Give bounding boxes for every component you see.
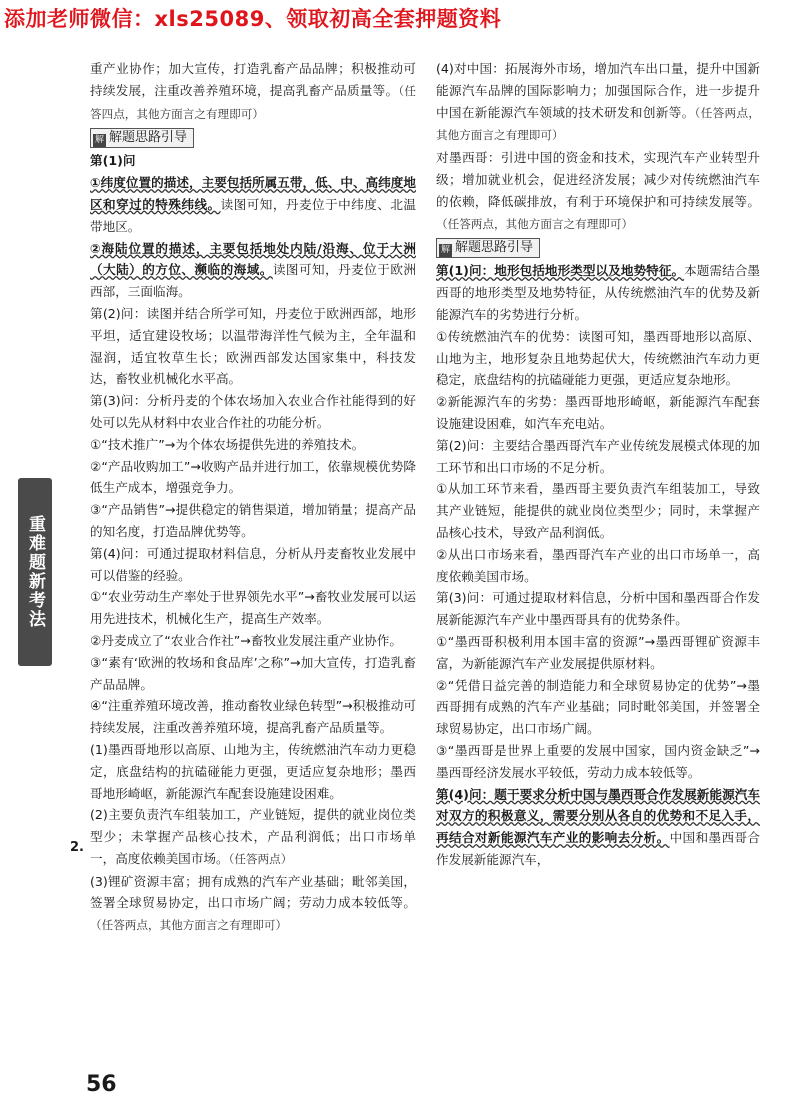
- guide-icon: 解: [440, 245, 450, 256]
- answer-2-4-mexico: 对墨西哥：引进中国的资金和技术，实现汽车产业转型升级；增加就业机会，促进经济发展；减少对传统燃油汽车的依赖，降低碳排放，有利于环境保护和可持续发展等。（任答两点，其他方面言之有理即可）: [436, 150, 760, 231]
- r-q3-point-1: ①“墨西哥积极利用本国丰富的资源”→墨西哥锂矿资源丰富，为新能源汽车产业发展提供原材料。: [436, 633, 760, 671]
- guide-icon: 解: [94, 135, 104, 146]
- item-number: 2.: [70, 840, 84, 855]
- answer-2-3: (3)锂矿资源丰富；拥有成熟的汽车产业基础；毗邻美国，签署全球贸易协定，出口市场广阔；劳动力成本较低等。（任答两点，其他方面言之有理即可）: [90, 873, 416, 933]
- q1-point-1: ①纬度位置的描述，主要包括所属五带，低、中、高纬度地区和穿过的特殊纬线。读图可知，丹麦位于中纬度、北温带地区。: [90, 175, 417, 234]
- q3-point-1: ①“技术推广”→为个体农场提供先进的养殖技术。: [90, 436, 365, 452]
- answer-2-1: (1)墨西哥地形以高原、山地为主，传统燃油汽车动力更稳定，底盘结构的抗磕碰能力更强，更适应复杂地形；墨西哥地形崎岖，新能源汽车配套设施建设困难。: [90, 741, 416, 801]
- r-q4-analysis: 第(4)问：题干要求分析中国与墨西哥合作发展新能源汽车对双方的积极意义，需要分别从各自的优势和不足入手，再结合对新能源汽车产业的影响去分析。中国和墨西哥合作发展新能源汽车，: [436, 786, 761, 867]
- r-q2-point-2: ②从出口市场来看，墨西哥汽车产业的出口市场单一，高度依赖美国市场。: [436, 546, 760, 584]
- q4-point-2: ②丹麦成立了“农业合作社”→畜牧业发展注重产业协作。: [90, 632, 402, 648]
- r-q2-point-1: ①从加工环节来看，墨西哥主要负责汽车组装加工，导致其产业链短，能提供的就业岗位类型少；同时，未掌握产品核心技术，导致产品利润低。: [436, 481, 760, 540]
- r-q1-point-1: ①传统燃油汽车的优势：读图可知，墨西哥地形以高原、山地为主，地形复杂且地势起伏大，传统燃油汽车动力更稳定，底盘结构的抗磕碰能力更强，更适应复杂地形。: [436, 328, 760, 388]
- q1-label: 第(1)问: [90, 153, 136, 169]
- r-q2-analysis: 第(2)问：主要结合墨西哥汽车产业传统发展模式体现的加工环节和出口市场的不足分析。: [436, 437, 760, 475]
- q4-analysis: 第(4)问：可通过提取材料信息，分析从丹麦畜牧业发展中可以借鉴的经验。: [90, 545, 416, 583]
- top-answer: 重产业协作；加大宣传，打造乳畜产品品牌；积极推动可持续发展，注重改善养殖环境，提高乳畜产品质量等。（任答四点，其他方面言之有理即可）: [90, 61, 417, 121]
- q3-analysis: 第(3)问：分析丹麦的个体农场加入农业合作社能得到的好处可以先从材料中农业合作社的功能分析。: [90, 393, 416, 430]
- r-q1-point-2: ②新能源汽车的劣势：墨西哥地形崎岖，新能源汽车配套设施建设困难，如汽车充电站。: [436, 394, 760, 431]
- q4-point-3: ③“素有‘欧洲的牧场和食品库’之称”→加大宣传，打造乳畜产品品牌。: [90, 654, 416, 692]
- page-number: 56: [86, 1072, 117, 1097]
- right-column: [436, 58, 760, 871]
- answer-2-4-china: (4)对中国：拓展海外市场，增加汽车出口量，提升中国新能源汽车品牌的国际影响力；加强国际合作，进一步提升中国在新能源汽车领域的技术研发和创新等。（任答两点，其他方面言之有理即可）: [436, 61, 760, 143]
- q2-analysis: 第(2)问：读图并结合所学可知，丹麦位于欧洲西部，地形平坦，适宜建设牧场；以温带海洋性气候为主，全年温和湿润，适宜牧草生长；欧洲西部发达国家集中，科技发达，畜牧业机械化水平高。: [90, 305, 416, 387]
- guide-heading-right: 解 解题思路引导: [436, 238, 540, 258]
- r-q1-analysis: 第(1)问：地形包括地形类型以及地势特征。本题需结合墨西哥的地形类型及地势特征，从传统燃油汽车的优势及新能源汽车的劣势进行分析。: [436, 263, 760, 322]
- q4-point-4: ④“注重养殖环境改善，推动畜牧业绿色转型”→积极推动可持续发展，注重改善养殖环境，提高乳畜产品质量等。: [90, 698, 416, 736]
- answer-2-2: (2)主要负责汽车组装加工，产业链短，提供的就业岗位类型少；未掌握产品核心技术，产品利润低；出口市场单一，高度依赖美国市场。（任答两点）: [90, 807, 416, 866]
- q3-point-2: ②“产品收购加工”→收购产品并进行加工，依靠规模优势降低生产成本，增强竞争力。: [90, 458, 416, 496]
- left-column: [90, 58, 416, 937]
- guide-heading-left: 解 解题思路引导: [90, 128, 194, 148]
- q3-point-3: ③“产品销售”→提供稳定的销售渠道，增加销量；提高产品的知名度，打造品牌优势等。: [90, 502, 416, 539]
- watermark-banner: 添加老师微信：xls25089、领取初高全套押题资料: [4, 7, 502, 31]
- q4-point-1: ①“农业劳动生产率处于世界领先水平”→畜牧业发展可以运用先进技术，机械化生产，提高生产效率。: [90, 589, 416, 627]
- side-tab-label: 重难题新考法: [18, 478, 52, 666]
- r-q3-analysis: 第(3)问：可通过提取材料信息，分析中国和墨西哥合作发展新能源汽车产业中墨西哥具有的优势条件。: [436, 590, 760, 628]
- r-q3-point-3: ③“墨西哥是世界上重要的发展中国家，国内资金缺乏”→墨西哥经济发展水平较低，劳动力成本较低等。: [436, 742, 760, 780]
- q1-point-2: ②海陆位置的描述，主要包括地处内陆/沿海、位于大洲（大陆）的方位、濒临的海域。读图可知，丹麦位于欧洲西部，三面临海。: [90, 240, 417, 300]
- r-q3-point-2: ②“凭借日益完善的制造能力和全球贸易协定的优势”→墨西哥拥有成熟的汽车产业基础；同时毗邻美国，并签署全球贸易协定，出口市场广阔。: [436, 677, 760, 737]
